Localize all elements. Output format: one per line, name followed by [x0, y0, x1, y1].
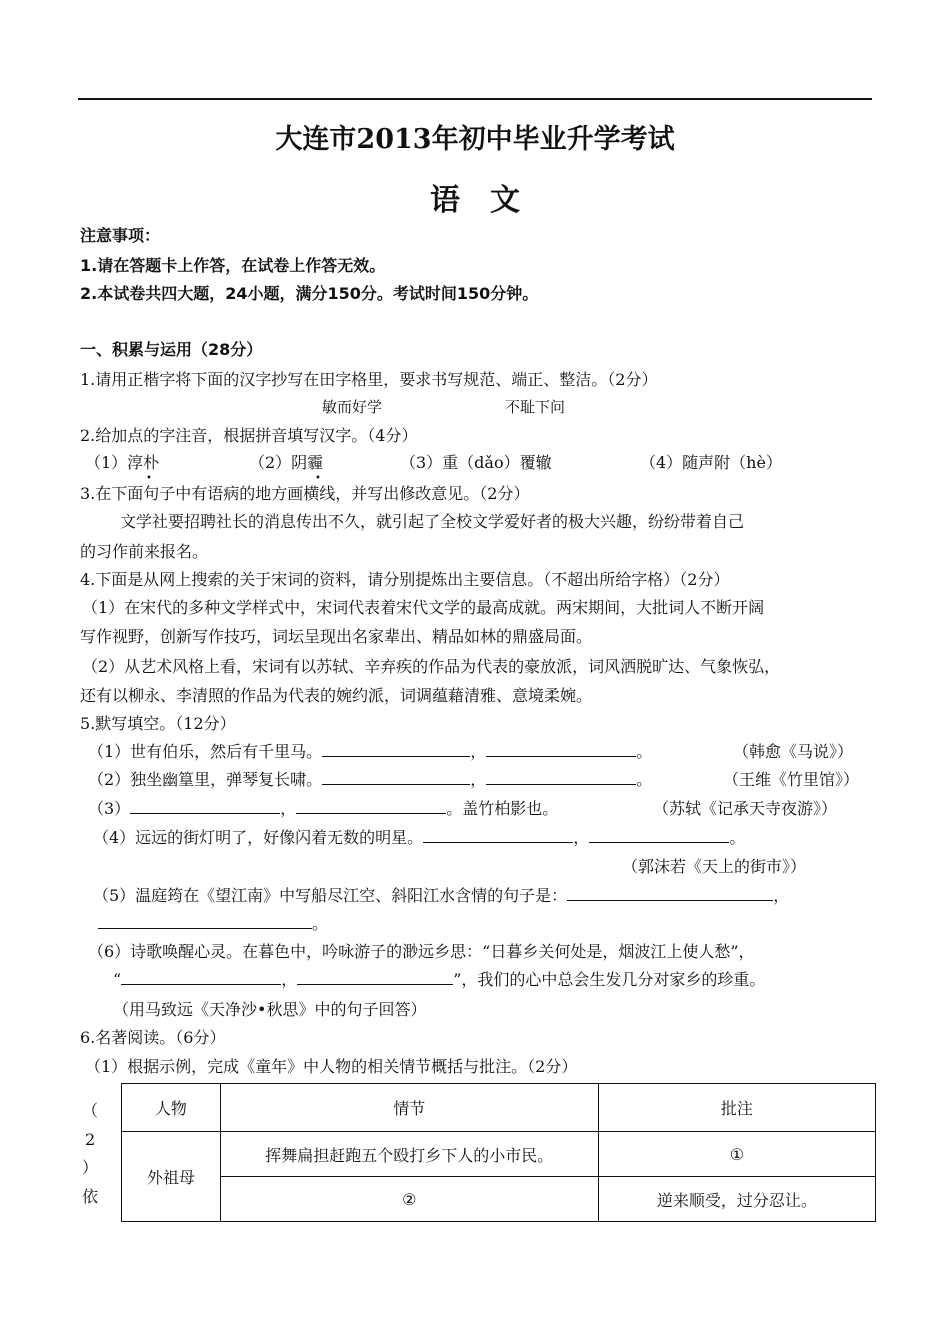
q6-stem: 6.名著阅读。（6分）: [80, 1028, 226, 1047]
answer-blank[interactable]: [486, 742, 636, 757]
q1-stem: 1.请用正楷字将下面的汉字抄写在田字格里，要求书写规范、端正、整洁。（2分）: [80, 370, 658, 389]
header-cell: 批注: [598, 1084, 875, 1132]
q5-item-2: [88, 770, 652, 790]
answer-blank[interactable]: [121, 970, 281, 985]
person-cell: 外祖母: [122, 1132, 221, 1222]
q5-item-3-source: （苏轼《记承天寺夜游》）: [653, 799, 838, 818]
notice-item-2: 2.本试卷共四大题，24小题，满分150分。考试时间150分钟。: [80, 284, 539, 303]
q4-stem: 4.下面是从网上搜索的关于宋词的资料，请分别提炼出主要信息。（不超出所给字格）（2分）: [80, 570, 730, 589]
notice-heading: 注意事项：: [80, 226, 161, 245]
q5-item-6-line1: （6）诗歌唤醒心灵。在暮色中，吟咏游子的渺远乡思：“日暮乡关何处是，烟波江上使人愁”，: [88, 942, 755, 961]
answer-blank[interactable]: [322, 742, 470, 757]
punct: ，: [281, 970, 298, 989]
section1-heading: 一、积累与运用（28分）: [80, 340, 263, 359]
q5-stem: 5.默写填空。（12分）: [80, 714, 236, 733]
q2-item-4: （4）随声附（hè）: [640, 453, 782, 472]
answer-blank[interactable]: [322, 770, 470, 785]
q4-para2-line2: 还有以柳永、李清照的作品为代表的婉约派，词调蕴藉清雅、意境柔婉。: [80, 686, 593, 705]
q5-item-6-note: （用马致远《天净沙•秋思》中的句子回答）: [113, 1000, 427, 1019]
punct: 。: [636, 742, 653, 761]
answer-blank[interactable]: [296, 799, 446, 814]
q5-item-6-tail: ”，我们的心中总会生发几分对家乡的珍重。: [453, 970, 766, 989]
punct: “: [113, 970, 122, 989]
side-char: 依: [82, 1187, 99, 1206]
comment-cell[interactable]: ①: [598, 1132, 875, 1177]
emphasis-dot: •: [146, 473, 152, 484]
q2-item-3: （3）重（dǎo）覆辙: [400, 453, 552, 472]
q3-sentence-line2: 的习作前来报名。: [80, 542, 209, 561]
q5-item-5: [93, 886, 789, 906]
q5-item-6-line2: [113, 970, 765, 990]
table-header-row: [122, 1084, 876, 1132]
q1-word-1: 敏而好学: [322, 398, 383, 416]
character-table: [121, 1083, 876, 1222]
q4-para2-line1: （2）从艺术风格上看，宋词有以苏轼、辛弃疾的作品为代表的豪放派，词风洒脱旷达、气象恢弘，: [82, 657, 781, 676]
punct: ，: [470, 770, 487, 789]
top-rule: [78, 98, 872, 100]
q2-item-1: （1）淳朴: [85, 453, 160, 472]
q5-item-3-tail: 。盖竹柏影也。: [446, 799, 559, 818]
q6-sub1: （1）根据示例，完成《童年》中人物的相关情节概括与批注。（2分）: [85, 1057, 578, 1076]
q1-word-2: 不耻下问: [505, 398, 566, 416]
q2-item-2: （2）阴霾: [249, 453, 324, 472]
q5-item-5-text: （5）温庭筠在《望江南》中写船尽江空、斜阳江水含情的句子是：: [93, 886, 568, 905]
plot-cell[interactable]: ②: [220, 1177, 598, 1222]
side-char: ）: [82, 1158, 99, 1177]
q5-item-1-text: （1）世有伯乐，然后有千里马。: [88, 742, 323, 761]
q2-stem: 2.给加点的字注音，根据拼音填写汉字。（4分）: [80, 426, 418, 445]
header-cell: 人物: [122, 1084, 221, 1132]
q5-item-4-source: （郭沫若《天上的街市》）: [622, 857, 807, 876]
punct: ，: [773, 886, 790, 905]
answer-blank[interactable]: [486, 770, 636, 785]
answer-blank[interactable]: [423, 828, 573, 843]
punct: ，: [573, 828, 590, 847]
punct: ，: [280, 799, 297, 818]
q5-item-3: [88, 799, 558, 819]
q5-item-5-cont: [98, 914, 328, 934]
q5-item-2-source: （王维《竹里馆》）: [723, 770, 860, 789]
side-char: （: [82, 1101, 99, 1120]
punct: 。: [312, 914, 329, 933]
punct: ，: [470, 742, 487, 761]
table-row: [122, 1132, 876, 1177]
answer-blank[interactable]: [589, 828, 729, 843]
table-row: [122, 1177, 876, 1222]
header-cell: 情节: [220, 1084, 598, 1132]
q5-item-3-text: （3）: [88, 799, 131, 818]
q4-para1-line1: （1）在宋代的多种文学样式中，宋词代表着宋代文学的最高成就。两宋期间，大批词人不断开阔: [82, 598, 765, 617]
q5-item-4: [93, 828, 745, 848]
answer-blank[interactable]: [130, 799, 280, 814]
page-title: 大连市2013年初中毕业升学考试: [275, 124, 675, 155]
answer-blank[interactable]: [567, 886, 773, 901]
q5-item-1-source: （韩愈《马说》）: [733, 742, 854, 761]
plot-cell: 挥舞扁担赶跑五个殴打乡下人的小市民。: [220, 1132, 598, 1177]
answer-blank[interactable]: [297, 970, 453, 985]
answer-blank[interactable]: [98, 914, 312, 929]
q3-sentence-line1: 文学社要招聘社长的消息传出不久，就引起了全校文学爱好者的极大兴趣，纷纷带着自己: [120, 512, 745, 531]
notice-item-1: 1.请在答题卡上作答，在试卷上作答无效。: [80, 256, 386, 275]
punct: 。: [729, 828, 746, 847]
q5-item-1: [88, 742, 652, 762]
emphasis-dot: •: [315, 473, 321, 484]
comment-cell: 逆来顺受，过分忍让。: [598, 1177, 875, 1222]
punct: 。: [636, 770, 653, 789]
q4-para1-line2: 写作视野，创新写作技巧，词坛呈现出名家辈出、精品如林的鼎盛局面。: [80, 627, 593, 646]
subject-title: 语 文: [430, 183, 520, 218]
q3-stem: 3.在下面句子中有语病的地方画横线，并写出修改意见。（2分）: [80, 484, 530, 503]
q5-item-4-text: （4）远远的街灯明了，好像闪着无数的明星。: [93, 828, 424, 847]
q5-item-2-text: （2）独坐幽篁里，弹琴复长啸。: [88, 770, 323, 789]
side-char: 2: [85, 1130, 96, 1149]
